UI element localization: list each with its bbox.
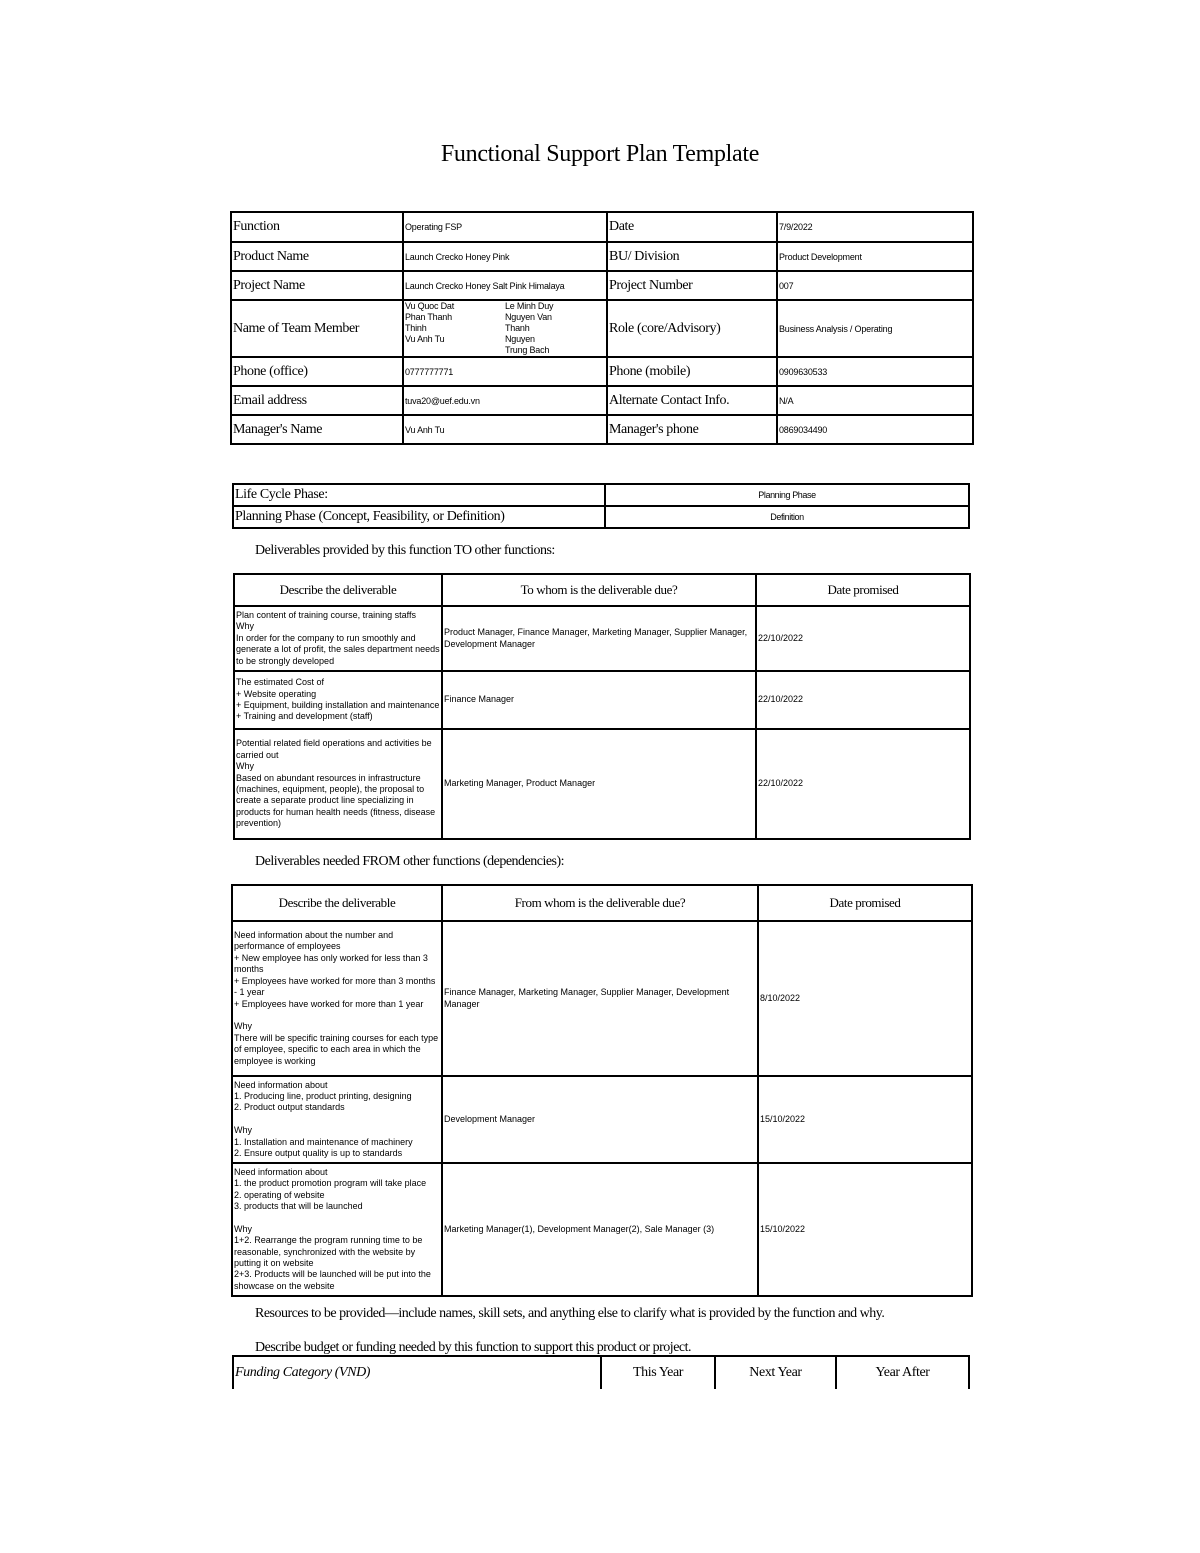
table-row [234,729,970,839]
deliverables-to-heading: Deliverables provided by this function TO other functions: [255,543,555,558]
date-label: Date [607,212,777,242]
team-column-2 [505,301,605,356]
deliverable-date: 22/10/2022 [756,729,970,839]
manager-name-value: Vu Anh Tu [403,415,607,444]
life-cycle-phase-label: Life Cycle Phase: [233,484,605,506]
next-year-header: Next Year [715,1356,836,1389]
table-row [232,921,972,1076]
alternate-contact-label: Alternate Contact Info. [607,386,777,415]
table-row [232,1163,972,1296]
page-title: Functional Support Plan Template [440,141,760,167]
team-member: Le Minh Duy [505,301,554,311]
deliverable-date: 15/10/2022 [758,1163,972,1296]
deliverable-description: Need information about the number and performance of employees + New employee has only worked for less than 3 months + Employees have worked for more than 3 months - 1 year + Employees have worked for more than 1 year Why There will be specific training courses for each type of employee, specific to each area in which the employee is working [232,921,442,1076]
table-row [234,606,970,671]
team-member: Nguyen Van Thanh [505,312,552,333]
function-value: Operating FSP [403,212,607,242]
deliverable-recipient: Product Manager, Finance Manager, Marketing Manager, Supplier Manager, Development Manager [442,606,756,671]
deliverables-from-heading: Deliverables needed FROM other functions (dependencies): [255,854,565,869]
phone-mobile-label: Phone (mobile) [607,357,777,386]
deliverable-date: 22/10/2022 [756,671,970,729]
manager-phone-value: 0869034490 [777,415,973,444]
project-number-value: 007 [777,271,973,300]
column-header: Describe the deliverable [234,574,442,606]
funding-category-header: Funding Category (VND) [233,1356,601,1389]
date-value: 7/9/2022 [777,212,973,242]
deliverable-recipient: Marketing Manager, Product Manager [442,729,756,839]
product-name-label: Product Name [231,242,403,271]
team-column-1 [405,301,505,356]
deliverable-source: Development Manager [442,1076,758,1163]
funding-table [232,1355,970,1389]
deliverable-description: The estimated Cost of + Website operating + Equipment, building installation and maintenance + Training and development (staff) [234,671,442,729]
phone-office-value: 0777777771 [403,357,607,386]
deliverable-source: Finance Manager, Marketing Manager, Supplier Manager, Development Manager [442,921,758,1076]
deliverable-description: Need information about 1. Producing line, product printing, designing 2. Product output standards Why 1. Installation and maintenance of machinery 2. Ensure output quality is up to standards [232,1076,442,1163]
table-row [234,671,970,729]
team-member-label: Name of Team Member [231,300,403,357]
role-value: Business Analysis / Operating [777,300,973,357]
team-member: Vu Quoc Dat [405,301,454,311]
deliverable-recipient: Finance Manager [442,671,756,729]
bu-division-label: BU/ Division [607,242,777,271]
deliverables-to-table [233,573,971,840]
email-value: tuva20@uef.edu.vn [403,386,607,415]
phone-office-label: Phone (office) [231,357,403,386]
year-after-header: Year After [836,1356,969,1389]
alternate-contact-value: N/A [777,386,973,415]
column-header: Date promised [758,885,972,921]
column-header: From whom is the deliverable due? [442,885,758,921]
project-name-label: Project Name [231,271,403,300]
column-header: To whom is the deliverable due? [442,574,756,606]
bu-division-value: Product Development [777,242,973,271]
deliverable-source: Marketing Manager(1), Development Manager(2), Sale Manager (3) [442,1163,758,1296]
this-year-header: This Year [601,1356,715,1389]
column-header: Date promised [756,574,970,606]
budget-paragraph: Describe budget or funding needed by this function to support this product or project. [255,1340,692,1355]
function-label: Function [231,212,403,242]
team-member: Phan Thanh Thinh [405,312,452,333]
column-header: Describe the deliverable [232,885,442,921]
project-name-value: Launch Crecko Honey Salt Pink Himalaya [403,271,607,300]
deliverable-date: 22/10/2022 [756,606,970,671]
team-member-value [403,300,607,357]
table-row [232,1076,972,1163]
manager-name-label: Manager's Name [231,415,403,444]
resources-paragraph: Resources to be provided—include names, skill sets, and anything else to clarify what is provided by the function and why. [255,1306,885,1321]
planning-phase-value: Definition [605,506,969,528]
role-label: Role (core/Advisory) [607,300,777,357]
project-number-label: Project Number [607,271,777,300]
team-member: Vu Anh Tu [405,334,445,344]
project-info-table [230,211,974,445]
life-cycle-phase-value: Planning Phase [605,484,969,506]
phone-mobile-value: 0909630533 [777,357,973,386]
life-cycle-phase-table [232,483,970,529]
team-member: Nguyen Trung Bach [505,334,550,355]
deliverables-from-table [231,884,973,1297]
deliverable-description: Plan content of training course, training staffs Why In order for the company to run smoothly and generate a lot of profit, the sales department needs to be strongly developed [234,606,442,671]
email-label: Email address [231,386,403,415]
deliverable-date: 8/10/2022 [758,921,972,1076]
deliverable-date: 15/10/2022 [758,1076,972,1163]
product-name-value: Launch Crecko Honey Pink [403,242,607,271]
deliverable-description: Potential related field operations and activities be carried out Why Based on abundant resources in infrastructure (machines, equipment, people), the proposal to create a separate product line specializing in products for human health needs (fitness, disease prevention) [234,729,442,839]
planning-phase-label: Planning Phase (Concept, Feasibility, or Definition) [233,506,605,528]
manager-phone-label: Manager's phone [607,415,777,444]
deliverable-description: Need information about 1. the product promotion program will take place 2. operating of website 3. products that will be launched Why 1+2. Rearrange the program running time to be reasonable, synchronized with the website by putting it on website 2+3. Products will be launched will be put into the showcase on the website [232,1163,442,1296]
